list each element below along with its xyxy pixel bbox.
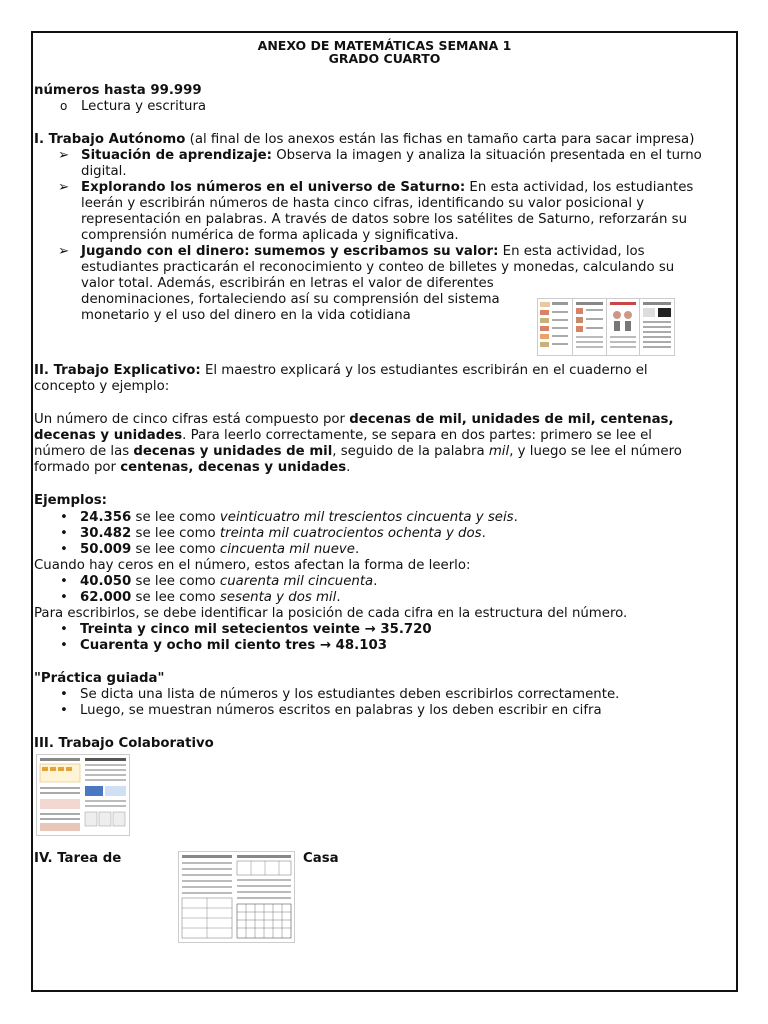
practice-heading: "Práctica guiada"	[34, 671, 165, 686]
topic-title: números hasta 99.999	[34, 83, 202, 98]
worksheet-thumbnail-homework	[178, 851, 295, 943]
section2-paragraph-line1: Un número de cinco cifras está compuesto por decenas de mil, unidades de mil, centenas,	[34, 412, 674, 427]
example-bullet: •	[60, 590, 68, 605]
section1-item3-line2: estudiantes practicarán el reconocimiento y conteo de billetes y monedas, calculando su	[81, 260, 675, 275]
section1-item2-line1: Explorando los números en el universo de Saturno: En esta actividad, los estudiantes	[81, 180, 694, 195]
worksheet-thumbnail-exercise	[639, 298, 675, 356]
section4-heading-end: Casa	[303, 851, 339, 866]
document-title: ANEXO DE MATEMÁTICAS SEMANA 1	[257, 38, 512, 53]
example-item-2: 30.482 se lee como treinta mil cuatrocientos ochenta y dos.	[80, 526, 486, 541]
section1-heading: I. Trabajo Autónomo (al final de los anexos están las fichas en tamaño carta para sacar impresa)	[34, 132, 695, 147]
practice-item-1: Se dicta una lista de números y los estudiantes deben escribirlos correctamente.	[80, 687, 620, 702]
section3-heading: III. Trabajo Colaborativo	[34, 736, 214, 751]
section1-item1-marker: ➢	[58, 148, 70, 163]
section1-item2-marker: ➢	[58, 180, 70, 195]
section1-item3-line1: Jugando con el dinero: sumemos y escribamos su valor: En esta actividad, los	[81, 244, 645, 259]
example-bullet: •	[60, 526, 68, 541]
section1-item3-marker: ➢	[58, 244, 70, 259]
zero-example-1: 40.050 se lee como cuarenta mil cincuenta.	[80, 574, 378, 589]
zeros-intro: Cuando hay ceros en el número, estos afectan la forma de leerlo:	[34, 558, 471, 573]
section2-paragraph-line3: número de las decenas y unidades de mil, seguido de la palabra mil, y luego se lee el número	[34, 444, 682, 459]
practice-bullet: •	[60, 703, 68, 718]
examples-heading: Ejemplos:	[34, 493, 107, 508]
section1-item3-line5: monetario y el uso del dinero en la vida cotidiana	[81, 308, 411, 323]
write-intro: Para escribirlos, se debe identificar la posición de cada cifra en la estructura del número.	[34, 606, 628, 621]
practice-item-2: Luego, se muestran números escritos en palabras y los deben escribir en cifra	[80, 703, 602, 718]
zero-example-2: 62.000 se lee como sesenta y dos mil.	[80, 590, 341, 605]
section2-paragraph-line4: formado por centenas, decenas y unidades.	[34, 460, 351, 475]
section1-item2-line4: comprensión numérica de forma aplicada y significativa.	[81, 228, 459, 243]
section1-item1-line1: Situación de aprendizaje: Observa la imagen y analiza la situación presentada en el turno	[81, 148, 702, 163]
example-item-3: 50.009 se lee como cincuenta mil nueve.	[80, 542, 360, 557]
section1-item1-line2: digital.	[81, 164, 127, 179]
example-bullet: •	[60, 622, 68, 637]
worksheet-thumbnail-money	[606, 298, 640, 356]
write-example-2: Cuarenta y ocho mil ciento tres → 48.103	[80, 638, 387, 653]
section1-item2-line2: leerán y escribirán números de hasta cinco cifras, identificando su valor posicional y	[81, 196, 645, 211]
document-subtitle: GRADO CUARTO	[328, 51, 441, 66]
write-example-1: Treinta y cinco mil setecientos veinte → 35.720	[80, 622, 432, 637]
example-item-1: 24.356 se lee como veinticuatro mil trescientos cincuenta y seis.	[80, 510, 518, 525]
worksheet-thumbnail-collaborative	[36, 754, 130, 836]
example-bullet: •	[60, 638, 68, 653]
document-frame	[31, 31, 738, 992]
section2-heading-line2: concepto y ejemplo:	[34, 379, 170, 394]
section4-heading-start: IV. Tarea de	[34, 851, 122, 866]
section2-heading: II. Trabajo Explicativo: El maestro explicará y los estudiantes escribirán en el cuaderno el	[34, 363, 648, 378]
topic-item: Lectura y escritura	[81, 99, 207, 114]
example-bullet: •	[60, 542, 68, 557]
example-bullet: •	[60, 510, 68, 525]
topic-bullet: o	[60, 99, 68, 113]
section1-item3-line3: valor total. Además, escribirán en letras el valor de diferentes	[81, 276, 494, 291]
practice-bullet: •	[60, 687, 68, 702]
example-bullet: •	[60, 574, 68, 589]
section1-item2-line3: representación en palabras. A través de datos sobre los satélites de Saturno, reforzarán su	[81, 212, 688, 227]
section2-paragraph-line2: decenas y unidades. Para leerlo correctamente, se separa en dos partes: primero se lee el	[34, 428, 653, 443]
worksheet-thumbnail-situation	[537, 298, 573, 356]
worksheet-thumbnail-saturn	[572, 298, 607, 356]
section1-item3-line4: denominaciones, fortaleciendo así su comprensión del sistema	[81, 292, 500, 307]
